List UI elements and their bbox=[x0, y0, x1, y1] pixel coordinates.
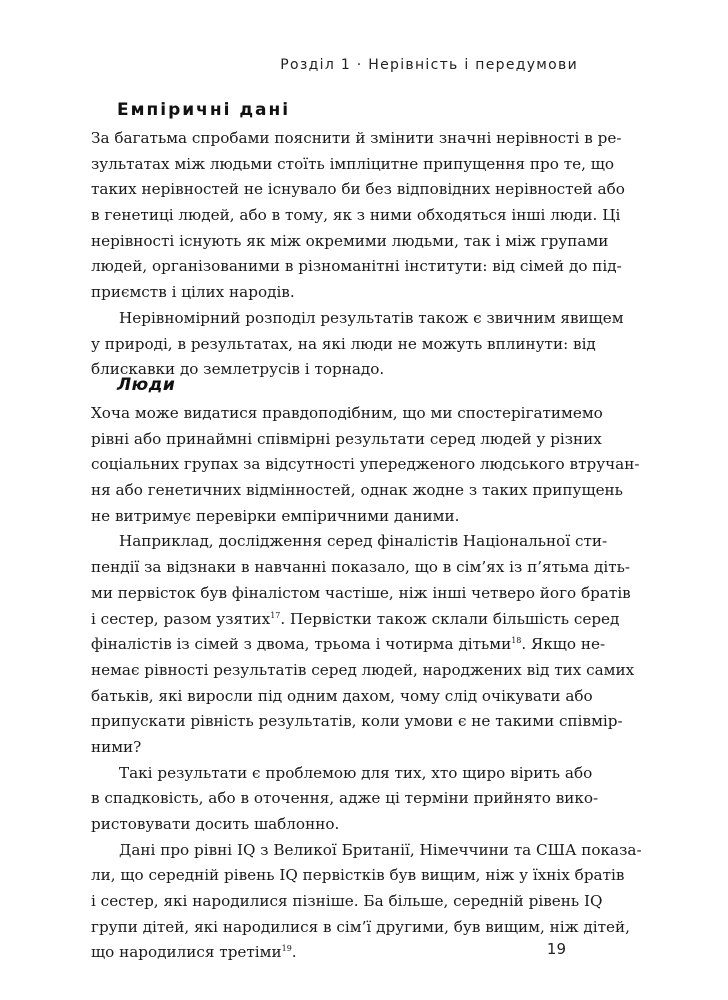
text-line: блискавки до землетрусів і торнадо. bbox=[91, 360, 385, 379]
text-line: немає рівності результатів серед людей, народжених від тих самих bbox=[91, 660, 635, 679]
text-fragment: фіналістів із сімей з двома, трьома і чотирма дітьми bbox=[91, 635, 512, 654]
text-line: у природі, в результатах, на які люди не можуть вплинути: від bbox=[91, 334, 596, 353]
text-line: в спадковість, або в оточення, адже ці терміни прийнято вико- bbox=[91, 789, 599, 808]
text-line: і сестер, які народилися пізніше. Ба більше, середній рівень IQ bbox=[91, 892, 603, 911]
subheading: Люди bbox=[117, 375, 176, 395]
text-line: Дані про рівні IQ з Великої Британії, Німеччини та США показа- bbox=[119, 840, 642, 859]
text-line: в генетиці людей, або в тому, як з ними обходяться інші люди. Ці bbox=[91, 206, 621, 225]
text-line: Такі результати є проблемою для тих, хто щиро вірить або bbox=[119, 763, 593, 782]
text-line: приємств і цілих народів. bbox=[91, 283, 295, 302]
section-heading: Емпіричні дані bbox=[117, 100, 291, 120]
text-line: батьків, які виросли під одним дахом, чому слід очікувати або bbox=[91, 686, 593, 705]
text-line: таких нерівностей не існувало би без відповідних нерівностей або bbox=[91, 180, 625, 199]
text-fragment: . Первістки також склали більшість серед bbox=[280, 609, 620, 628]
text-fragment: що народилися третіми bbox=[91, 943, 282, 962]
text-fragment: і сестер, разом узятих bbox=[91, 609, 271, 628]
text-line: людей, організованими в різноманітні інститути: від сімей до під- bbox=[91, 257, 622, 276]
text-line: Нерівномірний розподіл результатів також є звичним явищем bbox=[119, 308, 624, 327]
text-line: За багатьма спробами пояснити й змінити значні нерівності в ре- bbox=[91, 129, 622, 147]
people-text bbox=[91, 401, 642, 966]
footnote-ref: 17 bbox=[270, 610, 281, 620]
text-line: ними? bbox=[91, 737, 142, 756]
text-line bbox=[91, 632, 606, 658]
section-text bbox=[91, 126, 625, 383]
text-line: зультатах між людьми стоїть імпліцитне припущення про те, що bbox=[91, 154, 615, 173]
text-line: не витримує перевірки емпіричними даними. bbox=[91, 506, 460, 525]
text-line: групи дітей, які народилися в сім’ї другими, був вищим, ніж дітей, bbox=[91, 917, 630, 936]
text-line: Наприклад, дослідження серед фіналістів Національної сти- bbox=[119, 532, 608, 551]
text-fragment: . Якщо не- bbox=[521, 635, 606, 654]
text-line: ми первісток був фіналістом частіше, ніж інші четверо його братів bbox=[91, 583, 631, 602]
text-line: рівні або принаймні співмірні результати серед людей у різних bbox=[91, 429, 602, 448]
text-line bbox=[91, 607, 620, 633]
text-line: ли, що середній рівень IQ первістків був вищим, ніж у їхніх братів bbox=[91, 866, 625, 885]
running-head: Розділ 1 · Нерівність і передумови bbox=[280, 57, 578, 73]
text-line: що народилися третіми$^{19}$. bbox=[91, 943, 297, 962]
text-line: Хоча може видатися правдоподібним, що ми спостерігатимемо bbox=[91, 404, 603, 422]
text-line: пендії за відзнаки в навчанні показало, що в сім’ях із п’ятьма діть- bbox=[91, 558, 631, 577]
text-line: припускати рівність результатів, коли умови є не такими співмір- bbox=[91, 712, 623, 731]
text-line: нерівності існують як між окремими людьми, так і між групами bbox=[91, 231, 609, 250]
footnote-ref: 19 bbox=[281, 944, 292, 954]
text-line: соціальних групах за відсутності упередженого людського втручан- bbox=[91, 455, 640, 474]
text-line: ристовувати досить шаблонно. bbox=[91, 815, 340, 833]
page-number: 19 bbox=[546, 940, 566, 958]
footnote-ref: 18 bbox=[511, 636, 522, 646]
text-line: ня або генетичних відмінностей, однак жодне з таких припущень bbox=[91, 481, 623, 500]
